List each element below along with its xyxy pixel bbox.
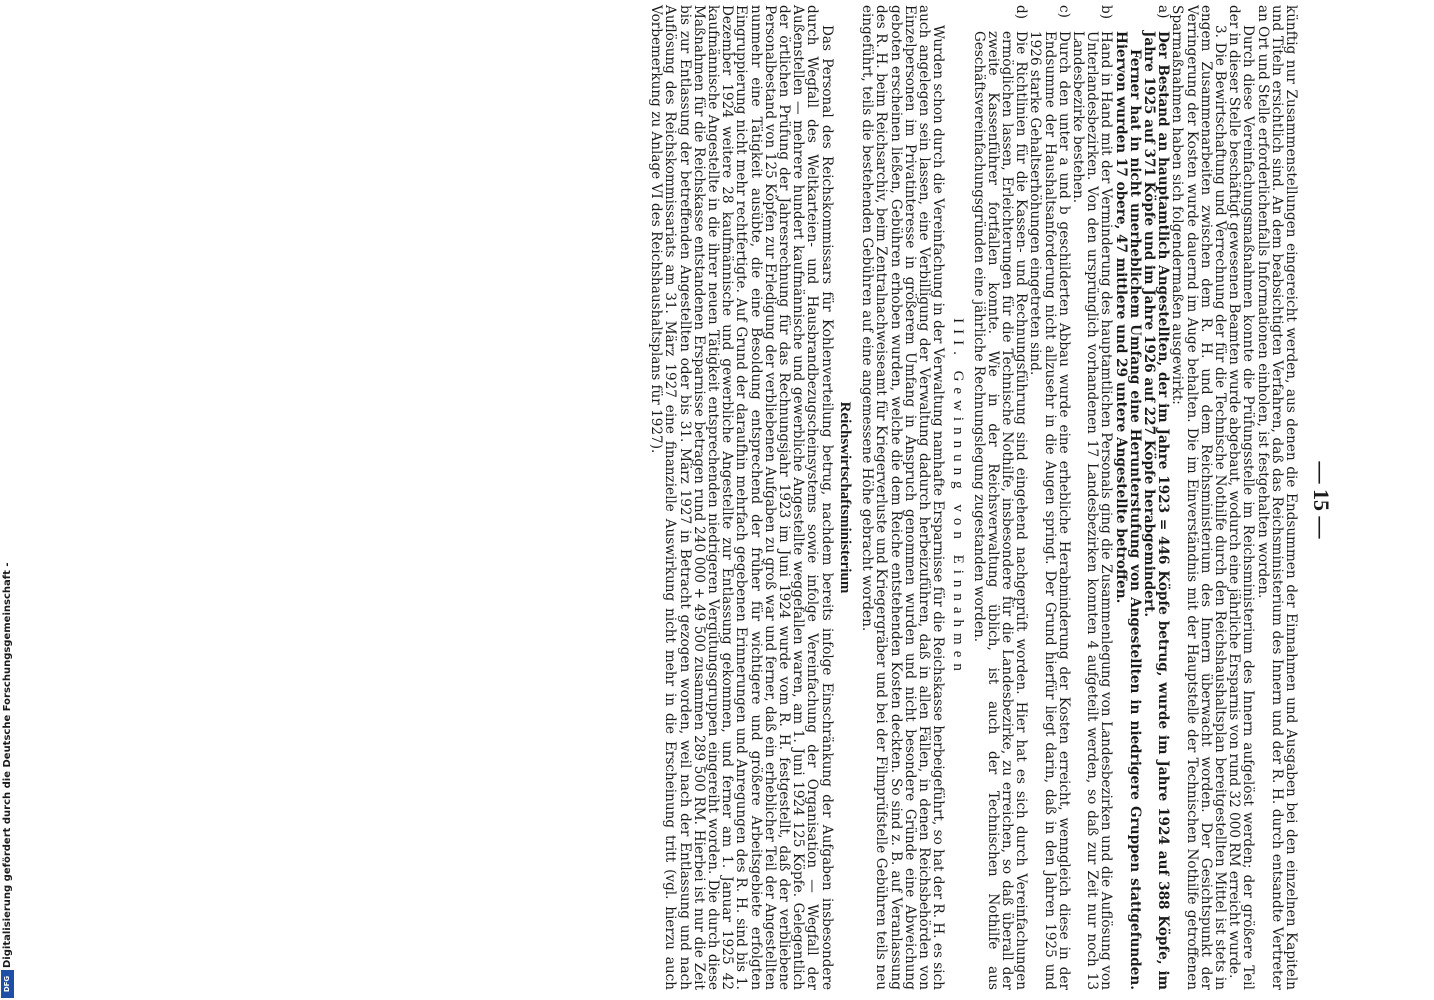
list-item-c (1028, 5, 1071, 990)
rotated-document (140, 0, 1334, 1000)
paragraph-5: Das Personal des Reichskommissars für Kohlenverteilung betrug, nachdem bereits infolge Einschränkung der Aufgaben insbesondere durch Wegfall des Weltkarteien- und Hausbrandbezugscheinsystems sowie infolge Vereinfachung der Organisation — Wegfall der Außenstellen — mehrere hundert kaufmännische und gewerbliche Angestellte weggefallen waren, am 1. Juni 1924 125 Köpfe. Gelegentlich der örtlichen Prüfung der Jahresrechnung für das Rechnungsjahr 1923 im Juni 1924 wurde vom R. H. festgestellt, daß der verbliebene Personalbestand von 125 Köpfen zur Erledigung der verbliebenen Aufgaben zu groß war und ferner, daß ein erheblicher Teil der Angestellten nunmehr eine Tätigkeit ausübte, die eine Besoldung entsprechend der früher für wichtigere und größere Arbeitsgebiete erfolgten Eingruppierung nicht mehr rechtfertigte. Auf Grund der daraufhin mehrfach gegebenen Erinnerungen und Anregungen des R. H. sind bis 1. Dezember 1924 weitere 28 kaufmännische und gewerbliche Angestellte zur Entlassung gekommen, und ferner am 1. Januar 1925 42 kaufmännische Angestellte in die ihrer neuen Tätigkeit entsprechenden niedrigeren Vergütungsgruppen eingereiht worden. Die durch diese Maßnahmen für die Reichskasse entstandenen Ersparnisse betragen rund 240 000 + 49 500 zusammen 289 500 RM. Hierbei ist nur die Zeit bis zur Entlassung der betreffenden Angestellten oder bis 31. März 1927 in Betracht gezogen worden, weil nach der Entlassung und nach Auflösung des Reichskommissariats am 31. März 1927 eine finanzielle Auswirkung nicht mehr in die Erscheinung tritt (vgl. hierzu auch Vorbemerkung zu Anlage VI des Reichshaushaltsplans für 1927). (648, 5, 835, 990)
section-heading: III. Gewinnung von Einnahmen (950, 318, 967, 677)
list-text-a: Der Bestand an hauptamtlich Angestellten, der im Jahre 1923 = 446 Köpfe betrug, wurde im Jahre 1924 auf 388 Köpfe, im Jahre 1925 auf 371 Köpfe und im Jahre 1926 auf 227 Köpfe herabgemindert. (1140, 31, 1172, 990)
list-item-b (1071, 5, 1114, 990)
list-text-b: Hand in Hand mit der Verminderung des hauptamtlichen Personals ging die Zusammenlegung von Landesbezirken und die Auflösung von Unterlandesbezirken. Von den ursprünglich vorhandenen 17 Landesbezirken konnten 4 aufgeteilt werden, so daß zur Zeit nur noch 13 Landesbezirke bestehen. (1069, 31, 1115, 990)
list-item-d (971, 5, 1028, 990)
list-marker-b: b) (1098, 5, 1115, 20)
list-text-c: Durch den unter a und b geschilderten Abbau wurde eine erhebliche Herabminderung der Kosten erreicht, wenngleich diese in der Endsumme der Haushaltsanforderung nicht allzusehr in die Augen springt. Der Grund hierfür liegt darin, daß in den Jahren 1925 und 1926 starke Gehaltserhöhungen eingetreten sind. (1027, 31, 1072, 990)
digitization-footer (0, 0, 16, 1000)
dfg-logo: DFG (1, 970, 14, 998)
list-text-d: Die Richtlinien für die Kassen- und Rechnungsführung sind eingehend nachgeprüft worden. Hier hat es sich durch Vereinfachungen ermöglichen lassen, Erleichterungen für die Technische Nothilfe, insbesondere für die Landesbezirke, zu erreichen, so daß überall der zweite Kassenführer fortfallen konnte. Wie in der Reichsverwaltung üblich, ist auch der Technischen Nothilfe aus Geschäftsvereinfachungsgründen eine jährliche Rechnungslegung zugestanden worden. (970, 31, 1030, 990)
list-marker-c: c) (1055, 5, 1072, 18)
list-item-a (1142, 5, 1170, 990)
document-content (140, 0, 1334, 1000)
list-marker-a: a) (1155, 5, 1172, 19)
paragraph-2: Durch diese Vereinfachungsmaßnahmen konnte die Prüfungsstelle im Reichsministerium des Innern aufgelöst werden; der größere Teil der in dieser Stelle beschäftigt gewesenen Beamten wurde abgebaut, wodurch eine jährliche Ersparnis von rund 32 000 RM erreicht wurde. (1226, 5, 1257, 990)
document-body (649, 5, 1298, 990)
paragraph-4: Wurden schon durch die Vereinfachung in der Verwaltung namhafte Ersparnisse für die Reichskasse herbeigeführt, so hat der R. H. es sich auch angelegen sein lassen, eine Verbilligung der Verwaltung dadurch herbeizuführen, daß in allen Fällen, in denen Reichsbehörden von Einzelpersonen im Privatinteresse in größerem Umfang in Anspruch genommen wurden und nicht besondere Gründe eine Abweichung geboten erscheinen ließen, Gebühren erhoben wurden, welche die dem Reiche entstehenden Kosten deckten. So sind z. B. auf Veranlassung des R. H. beim Reichsarchiv, beim Zentralnachweiseamt für Kriegerverluste und Kriegergräber und bei der Filmprüfstelle Gebühren teils neu eingeführt, teils die bestehenden Gebühren auf eine angemessene Höhe gebracht worden. (859, 5, 947, 990)
list-text-a-continued: Ferner hat in nicht unerheblichem Umfang eine Herunterstufung von Angestellten in niedrigere Gruppen stattgefunden. Hiervon wurden 17 obere, 47 mittlere und 29 untere Angestellte betroffen. (1112, 31, 1143, 990)
funding-note: Digitalisierung gefördert durch die Deutsche Forschungsgemeinschaft - (2, 562, 13, 968)
list-marker-d: d) (1013, 5, 1030, 20)
ministry-heading: Reichswirtschaftsministerium (836, 401, 853, 594)
page-number: — 15 — (1309, 461, 1334, 539)
paragraph-3: 3. Die Bewirtschaftung und Verrechnung der für die Technische Nothilfe durch den Reichshaushaltsplan bereitgestellten Mittel ist stets in engem Zusammenarbeiten zwischen dem R. H. und dem Reichsministerium des Innern überwacht worden. Der Gesichtspunkt der Verringerung der Kosten wurde dauernd im Auge behalten. Die im Einverständnis mit der Hauptstelle der Technischen Nothilfe getroffenen Sparmaßnahmen haben sich folgendermaßen ausgewirkt: (1169, 5, 1228, 990)
list-item-a-continued (1113, 5, 1141, 990)
paragraph-1: künftig nur Zusammenstellungen eingereicht werden, aus denen die Endsummen der Einnahmen und Ausgaben bei den einzelnen Kapiteln und Titeln ersichtlich sind. An dem beabsichtigten Verfahren, daß das Reichsministerium des Innern und der R. H. durch entsandte Vertreter an Ort und Stelle erforderlichenfalls Informationen einholen, ist festgehalten worden. (1254, 5, 1299, 990)
